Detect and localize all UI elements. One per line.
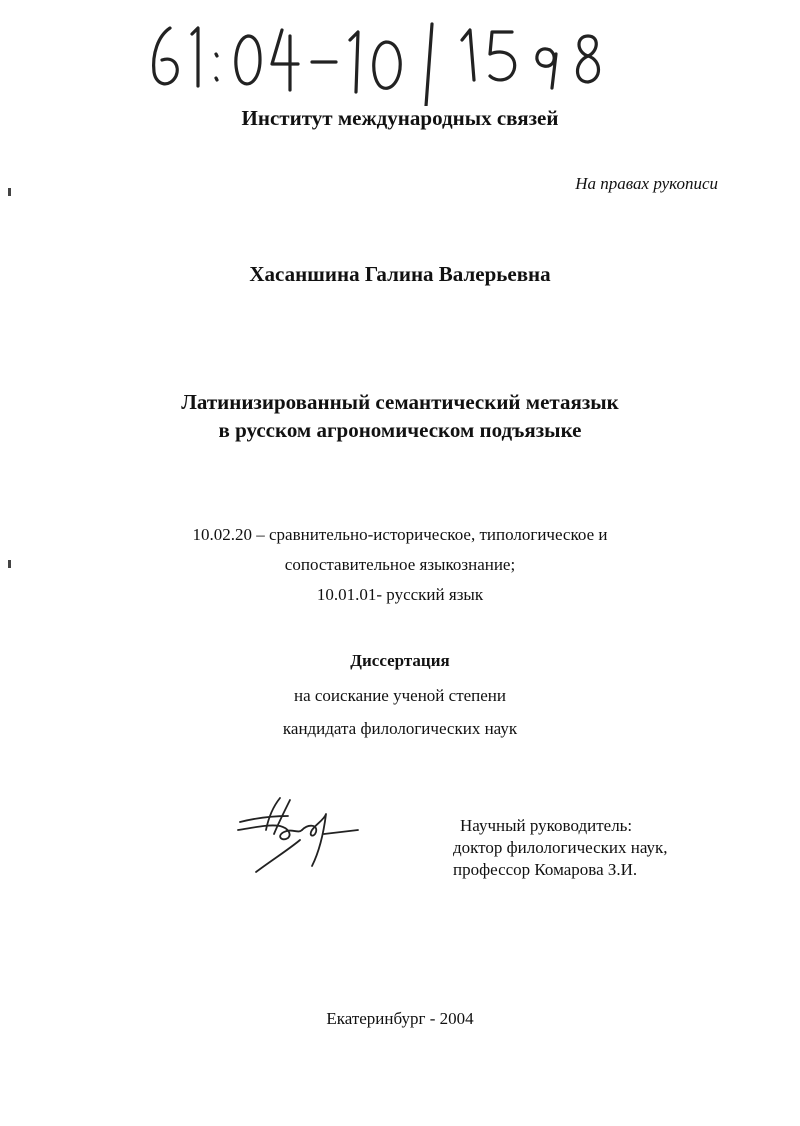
supervisor-label: Научный руководитель: xyxy=(460,816,633,835)
author-name: Хасаншина Галина Валерьевна xyxy=(249,262,551,286)
specialty-codes xyxy=(0,520,800,610)
supervisor-name: профессор Комарова З.И. xyxy=(453,860,638,879)
handwritten-archive-number xyxy=(140,6,620,106)
degree-name: кандидата филологических наук xyxy=(282,719,518,738)
handwritten-signature xyxy=(228,790,368,880)
title-line: Латинизированный семантический метаязык xyxy=(181,390,619,414)
institute-name: Институт международных связей xyxy=(241,106,559,130)
scan-margin-mark xyxy=(8,188,11,196)
supervisor-degree: доктор филологических наук, xyxy=(453,838,668,857)
city-year: Екатеринбург - 2004 xyxy=(326,1009,474,1028)
specialty-line: 10.02.20 – сравнительно-историческое, типологическое и xyxy=(192,525,608,544)
supervisor-block xyxy=(453,815,668,881)
specialty-line: 10.01.01- русский язык xyxy=(316,585,484,604)
title-line: в русском агрономическом подъязыке xyxy=(218,418,582,442)
specialty-line: сопоставительное языкознание; xyxy=(284,555,516,574)
dissertation-heading: Диссертация xyxy=(350,651,450,670)
dissertation-title xyxy=(0,388,800,444)
degree-purpose: на соискание ученой степени xyxy=(293,686,507,705)
manuscript-rights-note: На правах рукописи xyxy=(575,174,718,193)
